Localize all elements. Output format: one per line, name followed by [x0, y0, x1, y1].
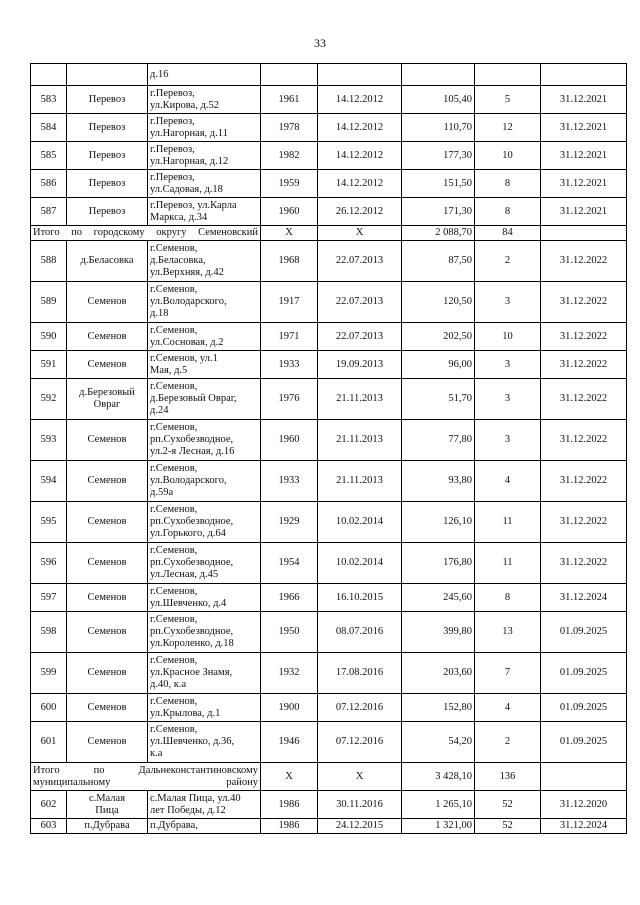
residents-cell: 12 — [475, 114, 541, 142]
locality-cell: Семенов — [67, 543, 148, 584]
residents-cell: 136 — [475, 763, 541, 791]
number-cell: 596 — [31, 543, 67, 584]
locality-cell: д.Березовый Овраг — [67, 379, 148, 420]
date-cell: 14.12.2012 — [318, 142, 402, 170]
address-cell: г.Семенов, рп.Сухобезводное, ул.2-я Лесная, д.16 — [148, 420, 261, 461]
date-cell: 08.07.2016 — [318, 612, 402, 653]
date-cell: 22.07.2013 — [318, 241, 402, 282]
area-cell: 87,50 — [402, 241, 475, 282]
locality-cell: Семенов — [67, 351, 148, 379]
area-cell: 1 265,10 — [402, 791, 475, 819]
residents-cell: 11 — [475, 543, 541, 584]
residents-cell: 4 — [475, 461, 541, 502]
date-cell: 14.12.2012 — [318, 114, 402, 142]
date-cell: X — [318, 226, 402, 241]
date-cell: 07.12.2016 — [318, 722, 402, 763]
locality-cell: Семенов — [67, 694, 148, 722]
address-cell: г.Семенов, рп.Сухобезводное, ул.Короленко, д.18 — [148, 612, 261, 653]
area-cell: 105,40 — [402, 86, 475, 114]
residents-cell: 2 — [475, 722, 541, 763]
year-cell: 1960 — [261, 420, 318, 461]
locality-cell — [67, 64, 148, 86]
number-cell: 592 — [31, 379, 67, 420]
address-cell: г.Семенов, ул.Володарского, д.18 — [148, 282, 261, 323]
residents-cell: 7 — [475, 653, 541, 694]
area-cell: 54,20 — [402, 722, 475, 763]
number-cell: 588 — [31, 241, 67, 282]
deadline-cell: 31.12.2022 — [541, 502, 627, 543]
area-cell: 152,80 — [402, 694, 475, 722]
table-row — [31, 323, 627, 351]
area-cell: 3 428,10 — [402, 763, 475, 791]
date-cell: 10.02.2014 — [318, 502, 402, 543]
deadline-cell — [541, 64, 627, 86]
area-cell: 177,30 — [402, 142, 475, 170]
number-cell: 587 — [31, 198, 67, 226]
residents-cell: 8 — [475, 584, 541, 612]
area-cell — [402, 64, 475, 86]
residents-cell: 3 — [475, 351, 541, 379]
table-row — [31, 694, 627, 722]
date-cell: 26.12.2012 — [318, 198, 402, 226]
table-row — [31, 461, 627, 502]
locality-cell: Семенов — [67, 584, 148, 612]
table-row — [31, 502, 627, 543]
date-cell: 21.11.2013 — [318, 461, 402, 502]
residents-cell: 2 — [475, 241, 541, 282]
table-body — [31, 64, 627, 834]
date-cell: 21.11.2013 — [318, 379, 402, 420]
date-cell: 30.11.2016 — [318, 791, 402, 819]
date-cell: 10.02.2014 — [318, 543, 402, 584]
year-cell: 1917 — [261, 282, 318, 323]
deadline-cell: 31.12.2021 — [541, 114, 627, 142]
residents-cell: 3 — [475, 420, 541, 461]
area-cell: 203,60 — [402, 653, 475, 694]
area-cell: 96,00 — [402, 351, 475, 379]
date-cell: 14.12.2012 — [318, 170, 402, 198]
locality-cell: д.Беласовка — [67, 241, 148, 282]
table-row — [31, 170, 627, 198]
locality-cell: Перевоз — [67, 114, 148, 142]
deadline-cell: 31.12.2022 — [541, 461, 627, 502]
table-row — [31, 198, 627, 226]
year-cell: 1932 — [261, 653, 318, 694]
residents-cell: 3 — [475, 379, 541, 420]
residents-cell: 5 — [475, 86, 541, 114]
address-cell: г.Перевоз, ул.Кирова, д.52 — [148, 86, 261, 114]
deadline-cell: 31.12.2021 — [541, 142, 627, 170]
date-cell: 17.08.2016 — [318, 653, 402, 694]
table-row — [31, 379, 627, 420]
area-cell: 245,60 — [402, 584, 475, 612]
date-cell: 14.12.2012 — [318, 86, 402, 114]
area-cell: 1 321,00 — [402, 819, 475, 834]
table-row — [31, 282, 627, 323]
residents-cell: 10 — [475, 142, 541, 170]
deadline-cell: 31.12.2022 — [541, 241, 627, 282]
address-cell: г.Семенов, ул.1 Мая, д.5 — [148, 351, 261, 379]
table-row — [31, 420, 627, 461]
year-cell: 1961 — [261, 86, 318, 114]
number-cell: 593 — [31, 420, 67, 461]
year-cell: X — [261, 226, 318, 241]
area-cell: 202,50 — [402, 323, 475, 351]
year-cell: 1954 — [261, 543, 318, 584]
locality-cell: Семенов — [67, 323, 148, 351]
number-cell: 595 — [31, 502, 67, 543]
area-cell: 171,30 — [402, 198, 475, 226]
residents-cell: 52 — [475, 819, 541, 834]
total-row — [31, 226, 627, 241]
number-cell: 585 — [31, 142, 67, 170]
number-cell: 584 — [31, 114, 67, 142]
number-cell: 583 — [31, 86, 67, 114]
year-cell: 1946 — [261, 722, 318, 763]
date-cell: 21.11.2013 — [318, 420, 402, 461]
deadline-cell: 31.12.2021 — [541, 86, 627, 114]
address-cell: г.Перевоз, ул.Карла Маркса, д.34 — [148, 198, 261, 226]
deadline-cell — [541, 763, 627, 791]
year-cell: 1976 — [261, 379, 318, 420]
year-cell: 1968 — [261, 241, 318, 282]
year-cell: 1978 — [261, 114, 318, 142]
address-cell: п.Дубрава, — [148, 819, 261, 834]
residents-cell: 84 — [475, 226, 541, 241]
area-cell: 126,10 — [402, 502, 475, 543]
address-cell: с.Малая Пица, ул.40 лет Победы, д.12 — [148, 791, 261, 819]
locality-cell: Семенов — [67, 282, 148, 323]
number-cell: 601 — [31, 722, 67, 763]
table-row — [31, 543, 627, 584]
date-cell: 22.07.2013 — [318, 323, 402, 351]
table-row — [31, 64, 627, 86]
number-cell: 590 — [31, 323, 67, 351]
table-row — [31, 653, 627, 694]
area-cell: 110,70 — [402, 114, 475, 142]
number-cell: 599 — [31, 653, 67, 694]
table-row — [31, 114, 627, 142]
area-cell: 2 088,70 — [402, 226, 475, 241]
locality-cell: Семенов — [67, 420, 148, 461]
address-cell: г.Перевоз, ул.Нагорная, д.11 — [148, 114, 261, 142]
table-row — [31, 86, 627, 114]
total-label-cell: Итого по Дальнеконстантиновскому муниципальному району — [31, 763, 261, 791]
residents-cell: 52 — [475, 791, 541, 819]
number-cell — [31, 64, 67, 86]
address-cell: г.Перевоз, ул.Нагорная, д.12 — [148, 142, 261, 170]
locality-cell: Семенов — [67, 502, 148, 543]
date-cell: 22.07.2013 — [318, 282, 402, 323]
locality-cell: Семенов — [67, 461, 148, 502]
residents-cell: 8 — [475, 198, 541, 226]
page-number: 33 — [314, 36, 326, 50]
deadline-cell: 31.12.2022 — [541, 323, 627, 351]
locality-cell: с.Малая Пица — [67, 791, 148, 819]
table-row — [31, 142, 627, 170]
residents-cell: 13 — [475, 612, 541, 653]
date-cell: 07.12.2016 — [318, 694, 402, 722]
table-row — [31, 584, 627, 612]
deadline-cell: 31.12.2022 — [541, 420, 627, 461]
year-cell: 1986 — [261, 791, 318, 819]
area-cell: 51,70 — [402, 379, 475, 420]
area-cell: 176,80 — [402, 543, 475, 584]
address-cell: г.Семенов, ул.Сосновая, д.2 — [148, 323, 261, 351]
area-cell: 77,80 — [402, 420, 475, 461]
area-cell: 399,80 — [402, 612, 475, 653]
address-cell: г.Семенов, д.Березовый Овраг, д.24 — [148, 379, 261, 420]
table-row — [31, 612, 627, 653]
number-cell: 603 — [31, 819, 67, 834]
date-cell: 19.09.2013 — [318, 351, 402, 379]
address-cell: г.Семенов, ул.Красное Знамя, д.40, к.а — [148, 653, 261, 694]
number-cell: 598 — [31, 612, 67, 653]
year-cell — [261, 64, 318, 86]
locality-cell: Перевоз — [67, 142, 148, 170]
year-cell: 1971 — [261, 323, 318, 351]
locality-cell: Перевоз — [67, 198, 148, 226]
number-cell: 597 — [31, 584, 67, 612]
deadline-cell: 01.09.2025 — [541, 612, 627, 653]
deadline-cell: 31.12.2024 — [541, 819, 627, 834]
residents-cell: 11 — [475, 502, 541, 543]
number-cell: 589 — [31, 282, 67, 323]
deadline-cell: 31.12.2021 — [541, 170, 627, 198]
date-cell: X — [318, 763, 402, 791]
date-cell: 24.12.2015 — [318, 819, 402, 834]
date-cell — [318, 64, 402, 86]
deadline-cell: 01.09.2025 — [541, 722, 627, 763]
residents-cell: 4 — [475, 694, 541, 722]
number-cell: 602 — [31, 791, 67, 819]
year-cell: 1900 — [261, 694, 318, 722]
deadline-cell: 31.12.2022 — [541, 379, 627, 420]
locality-cell: Семенов — [67, 722, 148, 763]
year-cell: 1966 — [261, 584, 318, 612]
address-cell: г.Семенов, ул.Володарского, д.59а — [148, 461, 261, 502]
number-cell: 594 — [31, 461, 67, 502]
year-cell: 1986 — [261, 819, 318, 834]
residents-cell: 10 — [475, 323, 541, 351]
number-cell: 591 — [31, 351, 67, 379]
locality-cell: Семенов — [67, 612, 148, 653]
deadline-cell: 01.09.2025 — [541, 653, 627, 694]
table-row — [31, 241, 627, 282]
address-cell: г.Семенов, ул.Крылова, д.1 — [148, 694, 261, 722]
year-cell: 1960 — [261, 198, 318, 226]
residents-cell — [475, 64, 541, 86]
address-cell: г.Семенов, ул.Шевченко, д.36, к.а — [148, 722, 261, 763]
area-cell: 120,50 — [402, 282, 475, 323]
locality-cell: п.Дубрава — [67, 819, 148, 834]
address-cell: г.Семенов, рп.Сухобезводное, ул.Лесная, д.45 — [148, 543, 261, 584]
year-cell: 1933 — [261, 461, 318, 502]
residents-cell: 3 — [475, 282, 541, 323]
locality-cell: Перевоз — [67, 170, 148, 198]
year-cell: 1959 — [261, 170, 318, 198]
residents-cell: 8 — [475, 170, 541, 198]
total-label-cell: Итого по городскому округу Семеновский — [31, 226, 261, 241]
year-cell: 1950 — [261, 612, 318, 653]
address-cell: г.Семенов, рп.Сухобезводное, ул.Горького, д.64 — [148, 502, 261, 543]
address-cell: г.Семенов, ул.Шевченко, д.4 — [148, 584, 261, 612]
number-cell: 600 — [31, 694, 67, 722]
locality-cell: Перевоз — [67, 86, 148, 114]
deadline-cell: 31.12.2022 — [541, 282, 627, 323]
deadline-cell: 31.12.2024 — [541, 584, 627, 612]
area-cell: 93,80 — [402, 461, 475, 502]
table-row — [31, 351, 627, 379]
year-cell: 1933 — [261, 351, 318, 379]
address-cell: д.16 — [148, 64, 261, 86]
date-cell: 16.10.2015 — [318, 584, 402, 612]
deadline-cell: 01.09.2025 — [541, 694, 627, 722]
address-cell: г.Перевоз, ул.Садовая, д.18 — [148, 170, 261, 198]
year-cell: 1929 — [261, 502, 318, 543]
deadline-cell: 31.12.2021 — [541, 198, 627, 226]
area-cell: 151,50 — [402, 170, 475, 198]
total-row — [31, 763, 627, 791]
year-cell: 1982 — [261, 142, 318, 170]
deadline-cell: 31.12.2022 — [541, 351, 627, 379]
address-cell: г.Семенов, д.Беласовка, ул.Верхняя, д.42 — [148, 241, 261, 282]
number-cell: 586 — [31, 170, 67, 198]
deadline-cell: 31.12.2022 — [541, 543, 627, 584]
table-row — [31, 791, 627, 819]
locality-cell: Семенов — [67, 653, 148, 694]
deadline-cell: 31.12.2020 — [541, 791, 627, 819]
year-cell: X — [261, 763, 318, 791]
table-row — [31, 819, 627, 834]
housing-register-table — [30, 63, 627, 834]
table-row — [31, 722, 627, 763]
deadline-cell — [541, 226, 627, 241]
